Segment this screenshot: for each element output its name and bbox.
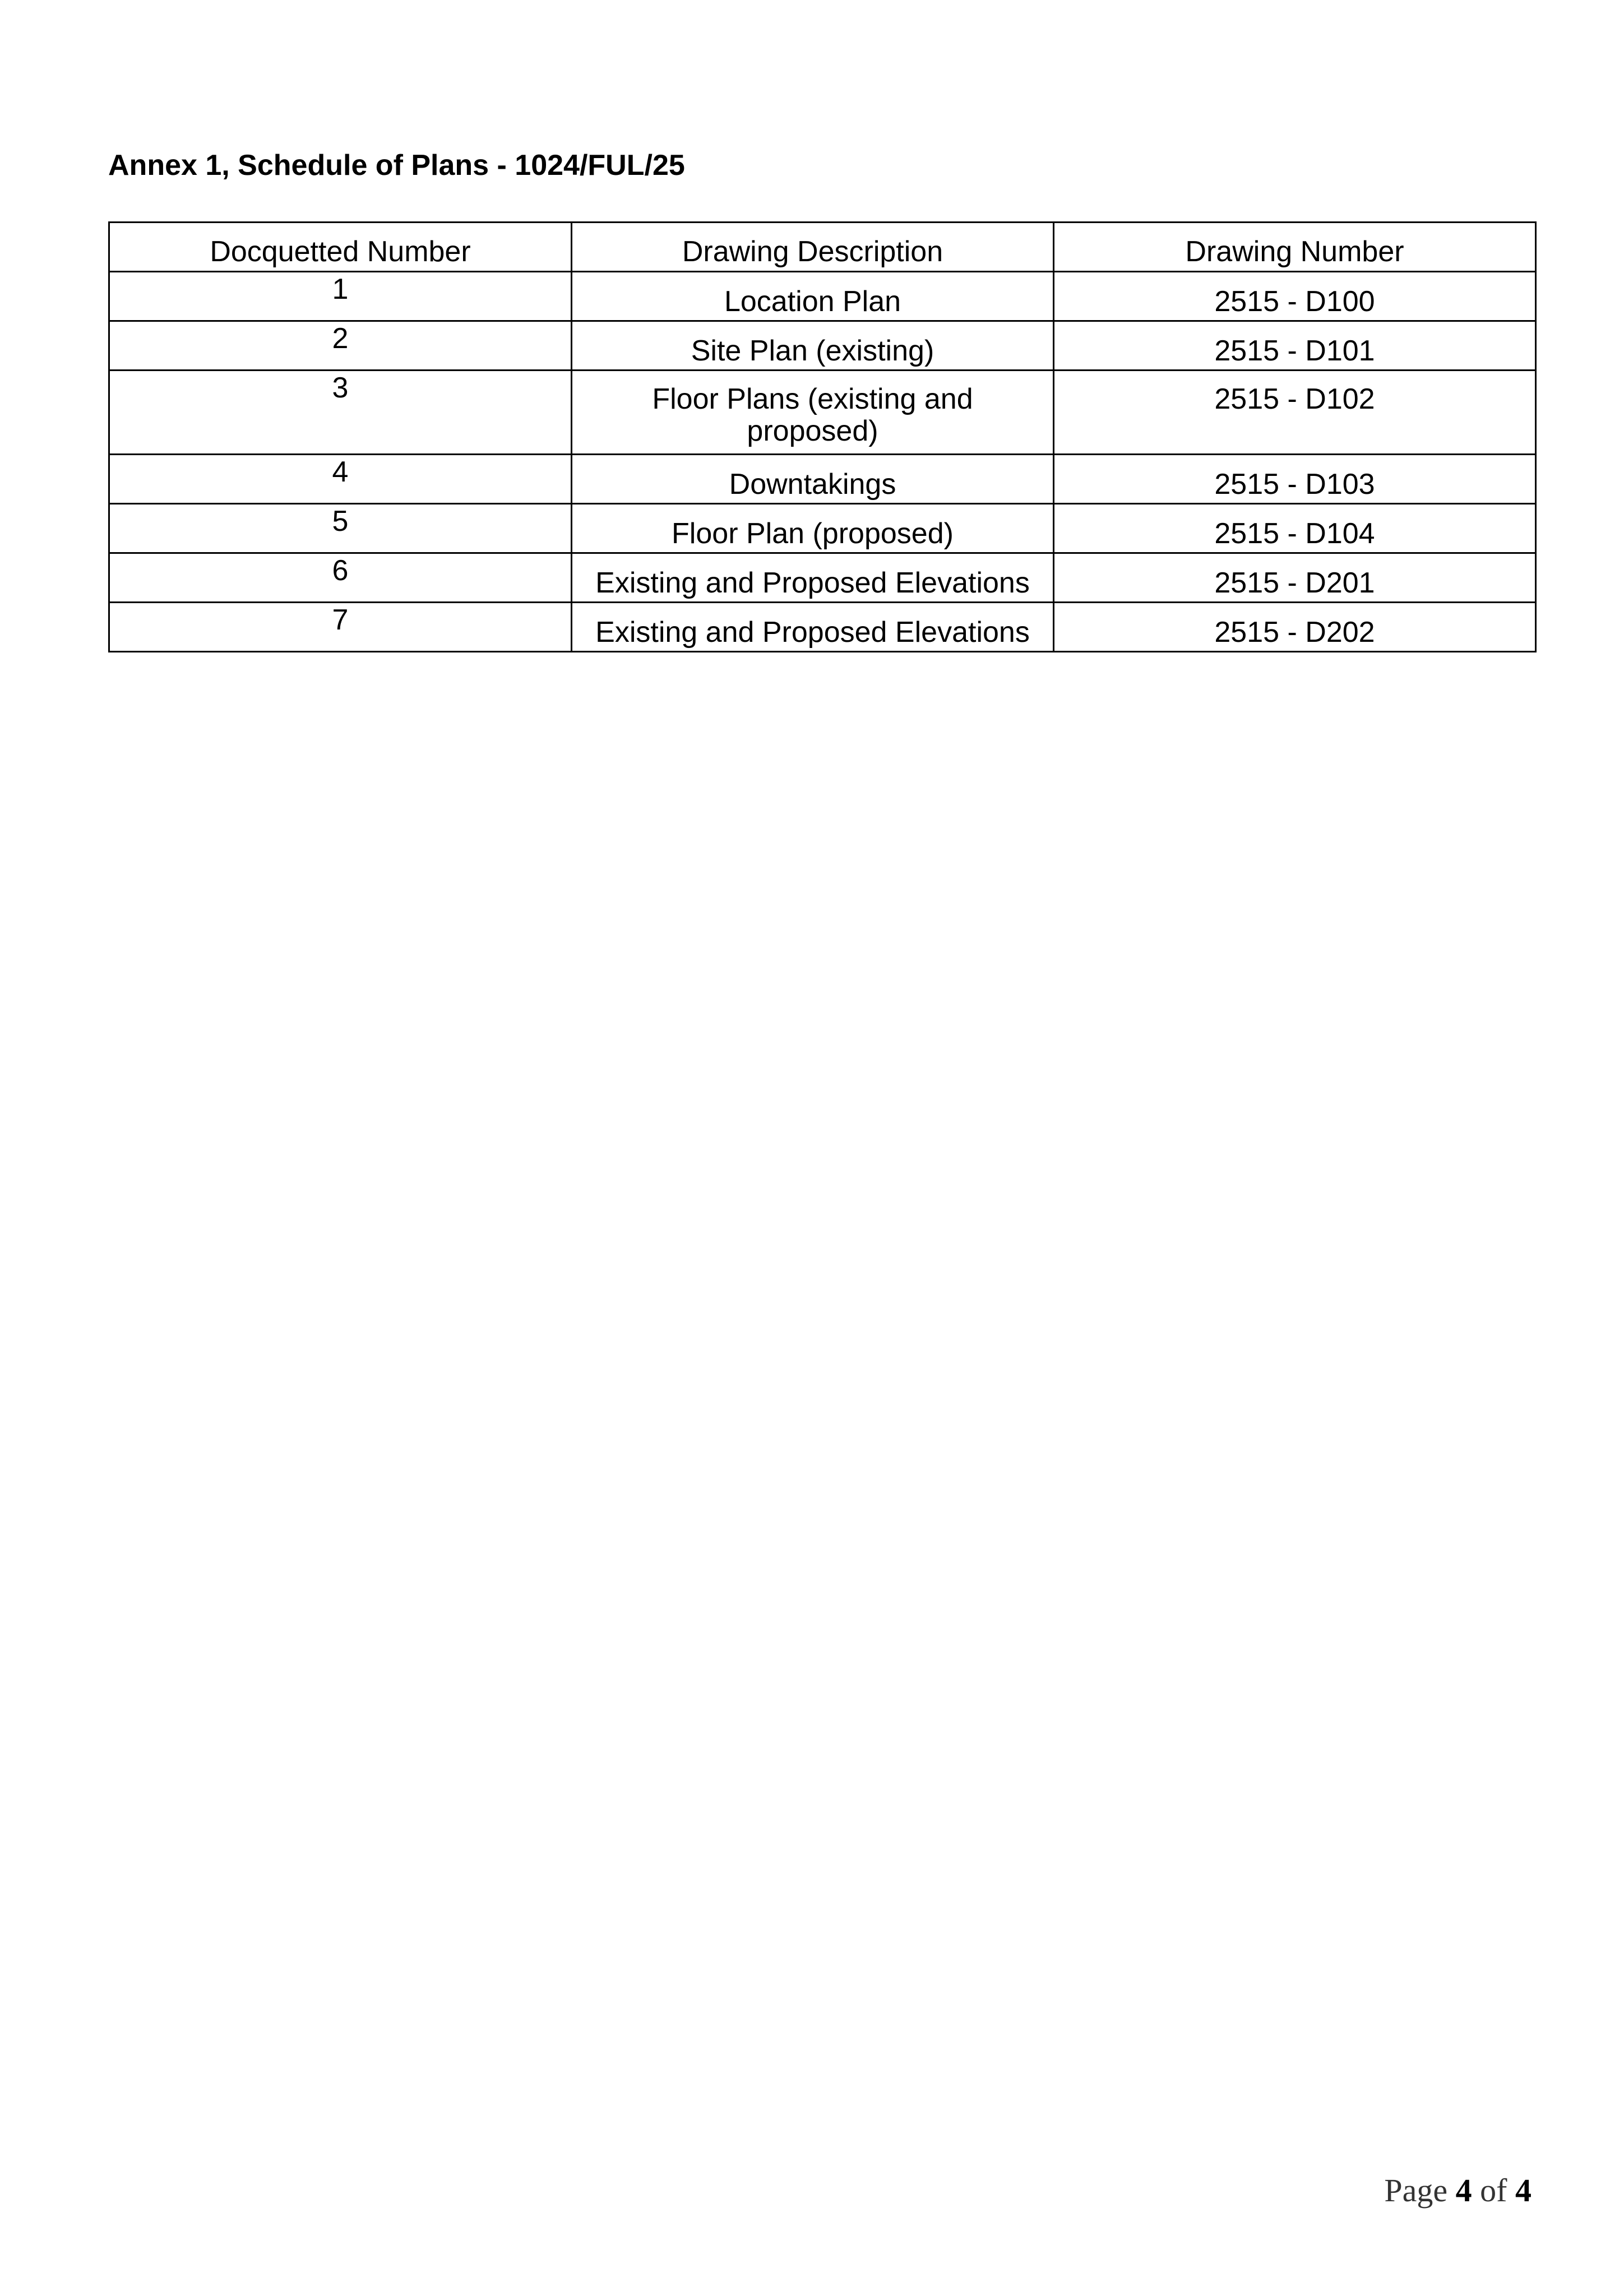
table-row — [109, 603, 1536, 652]
cell-docquetted-number: 1 — [109, 272, 572, 321]
page-word: Page — [1384, 2172, 1448, 2209]
cell-drawing-description: Existing and Proposed Elevations — [572, 553, 1054, 603]
cell-drawing-number: 2515 - D102 — [1054, 371, 1536, 455]
cell-docquetted-number: 6 — [109, 553, 572, 603]
schedule-of-plans-table — [108, 221, 1537, 652]
cell-drawing-number: 2515 - D103 — [1054, 455, 1536, 504]
cell-drawing-number: 2515 - D201 — [1054, 553, 1536, 603]
cell-docquetted-number: 7 — [109, 603, 572, 652]
cell-drawing-description: Site Plan (existing) — [572, 321, 1054, 371]
header-drawing-number: Drawing Number — [1054, 223, 1536, 272]
header-drawing-description: Drawing Description — [572, 223, 1054, 272]
table-row — [109, 371, 1536, 455]
table-row — [109, 321, 1536, 371]
cell-drawing-number: 2515 - D100 — [1054, 272, 1536, 321]
cell-drawing-number: 2515 - D104 — [1054, 504, 1536, 553]
cell-drawing-description: Location Plan — [572, 272, 1054, 321]
table-row — [109, 504, 1536, 553]
current-page-number: 4 — [1455, 2172, 1472, 2209]
table-row — [109, 553, 1536, 603]
cell-docquetted-number: 5 — [109, 504, 572, 553]
cell-docquetted-number: 4 — [109, 455, 572, 504]
of-word: of — [1480, 2172, 1507, 2209]
total-pages-number: 4 — [1515, 2172, 1532, 2209]
table-row — [109, 272, 1536, 321]
page-footer — [1384, 2172, 1532, 2209]
cell-docquetted-number: 3 — [109, 371, 572, 455]
cell-drawing-number: 2515 - D202 — [1054, 603, 1536, 652]
table-row — [109, 455, 1536, 504]
table-header-row — [109, 223, 1536, 272]
cell-drawing-description: Existing and Proposed Elevations — [572, 603, 1054, 652]
cell-drawing-description: Downtakings — [572, 455, 1054, 504]
header-docquetted-number: Docquetted Number — [109, 223, 572, 272]
cell-drawing-description: Floor Plan (proposed) — [572, 504, 1054, 553]
cell-docquetted-number: 2 — [109, 321, 572, 371]
page-title: Annex 1, Schedule of Plans - 1024/FUL/25 — [108, 149, 685, 182]
cell-drawing-description: Floor Plans (existing and proposed) — [572, 371, 1054, 455]
cell-drawing-number: 2515 - D101 — [1054, 321, 1536, 371]
